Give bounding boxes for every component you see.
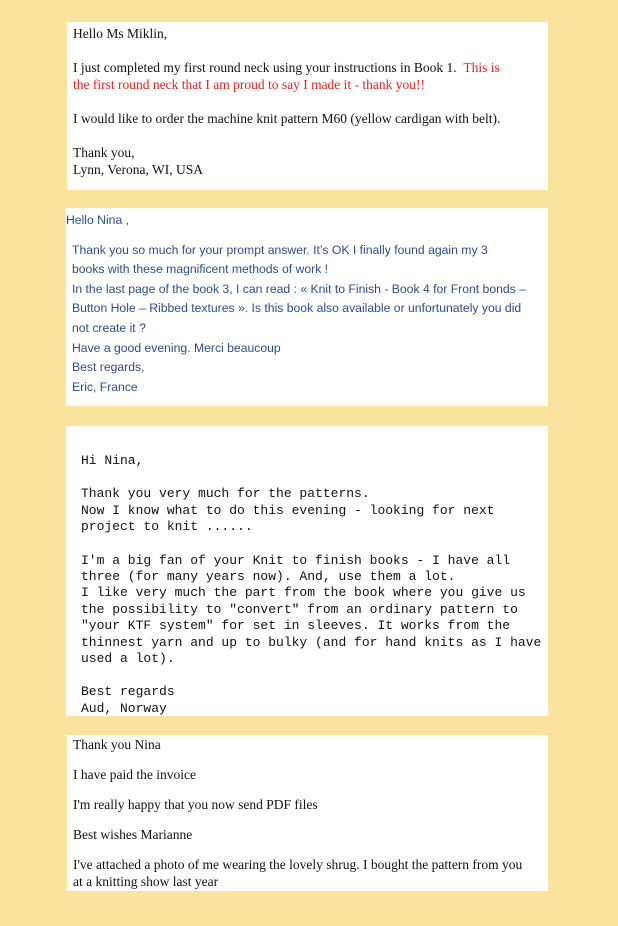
greeting: Hello Ms Miklin,	[73, 26, 168, 41]
message-line: Now I know what to do this evening - looking for next	[81, 502, 495, 518]
message-text: I just completed my first round neck using your instructions in Book 1.	[73, 60, 457, 75]
message-line: I like very much the part from the book where you give us	[81, 585, 526, 601]
closing: Thank you,	[73, 145, 135, 160]
message-line: Have a good evening. Merci beaucoup	[72, 340, 281, 355]
message-line: three (for many years now). And, use them a lot.	[81, 569, 456, 585]
message-line: Thank you so much for your prompt answer. It’s OK I finally found again my 3	[72, 242, 488, 257]
testimonial-card-lynn	[67, 22, 548, 190]
testimonial-card-eric	[66, 208, 548, 406]
message-line: used a lot).	[81, 651, 175, 667]
message-line: project to knit ......	[81, 519, 253, 535]
message-line: I'm really happy that you now send PDF files	[73, 797, 318, 812]
testimonial-card-aud	[66, 426, 548, 716]
message-line	[73, 59, 542, 76]
signature: Eric, France	[72, 379, 138, 394]
message-line: not create it ?	[72, 320, 146, 335]
greeting: Hi Nina,	[81, 453, 144, 468]
closing: Best regards,	[72, 360, 145, 375]
signature: Aud, Norway	[81, 700, 167, 716]
message-line: thinnest yarn and up to bulky (and for hand knits as I have	[81, 634, 542, 650]
message-line: at a knitting show last year	[73, 874, 219, 889]
highlight-text: This is	[463, 60, 500, 75]
signature: Best wishes Marianne	[73, 827, 193, 842]
highlight-text: the first round neck that I am proud to say I made it - thank you!!	[73, 77, 426, 92]
message-line: I've attached a photo of me wearing the lovely shrug. I bought the pattern from you	[73, 857, 523, 872]
message-line: I have paid the invoice	[73, 767, 196, 782]
message-line: books with these magnificent methods of work !	[72, 262, 329, 277]
message-line: In the last page of the book 3, I can read : « Knit to Finish - Book 4 for Front bonds –	[72, 281, 526, 296]
message-line: the possibility to "convert" from an ordinary pattern to	[81, 601, 518, 617]
greeting: Thank you Nina	[73, 737, 161, 752]
message-line: Thank you very much for the patterns.	[81, 486, 370, 502]
greeting: Hello Nina ,	[66, 213, 129, 227]
closing: Best regards	[81, 684, 175, 700]
message-line: "your KTF system" for set in sleeves. It works from the	[81, 618, 511, 634]
message-line: Button Hole – Ribbed textures ». Is this book also available or unfortunately you did	[72, 301, 522, 316]
testimonial-card-marianne	[67, 735, 548, 891]
order-request: I would like to order the machine knit pattern M60 (yellow cardigan with belt).	[73, 111, 501, 126]
signature: Lynn, Verona, WI, USA	[73, 162, 203, 177]
message-line: I'm a big fan of your Knit to finish books - I have all	[81, 552, 511, 568]
